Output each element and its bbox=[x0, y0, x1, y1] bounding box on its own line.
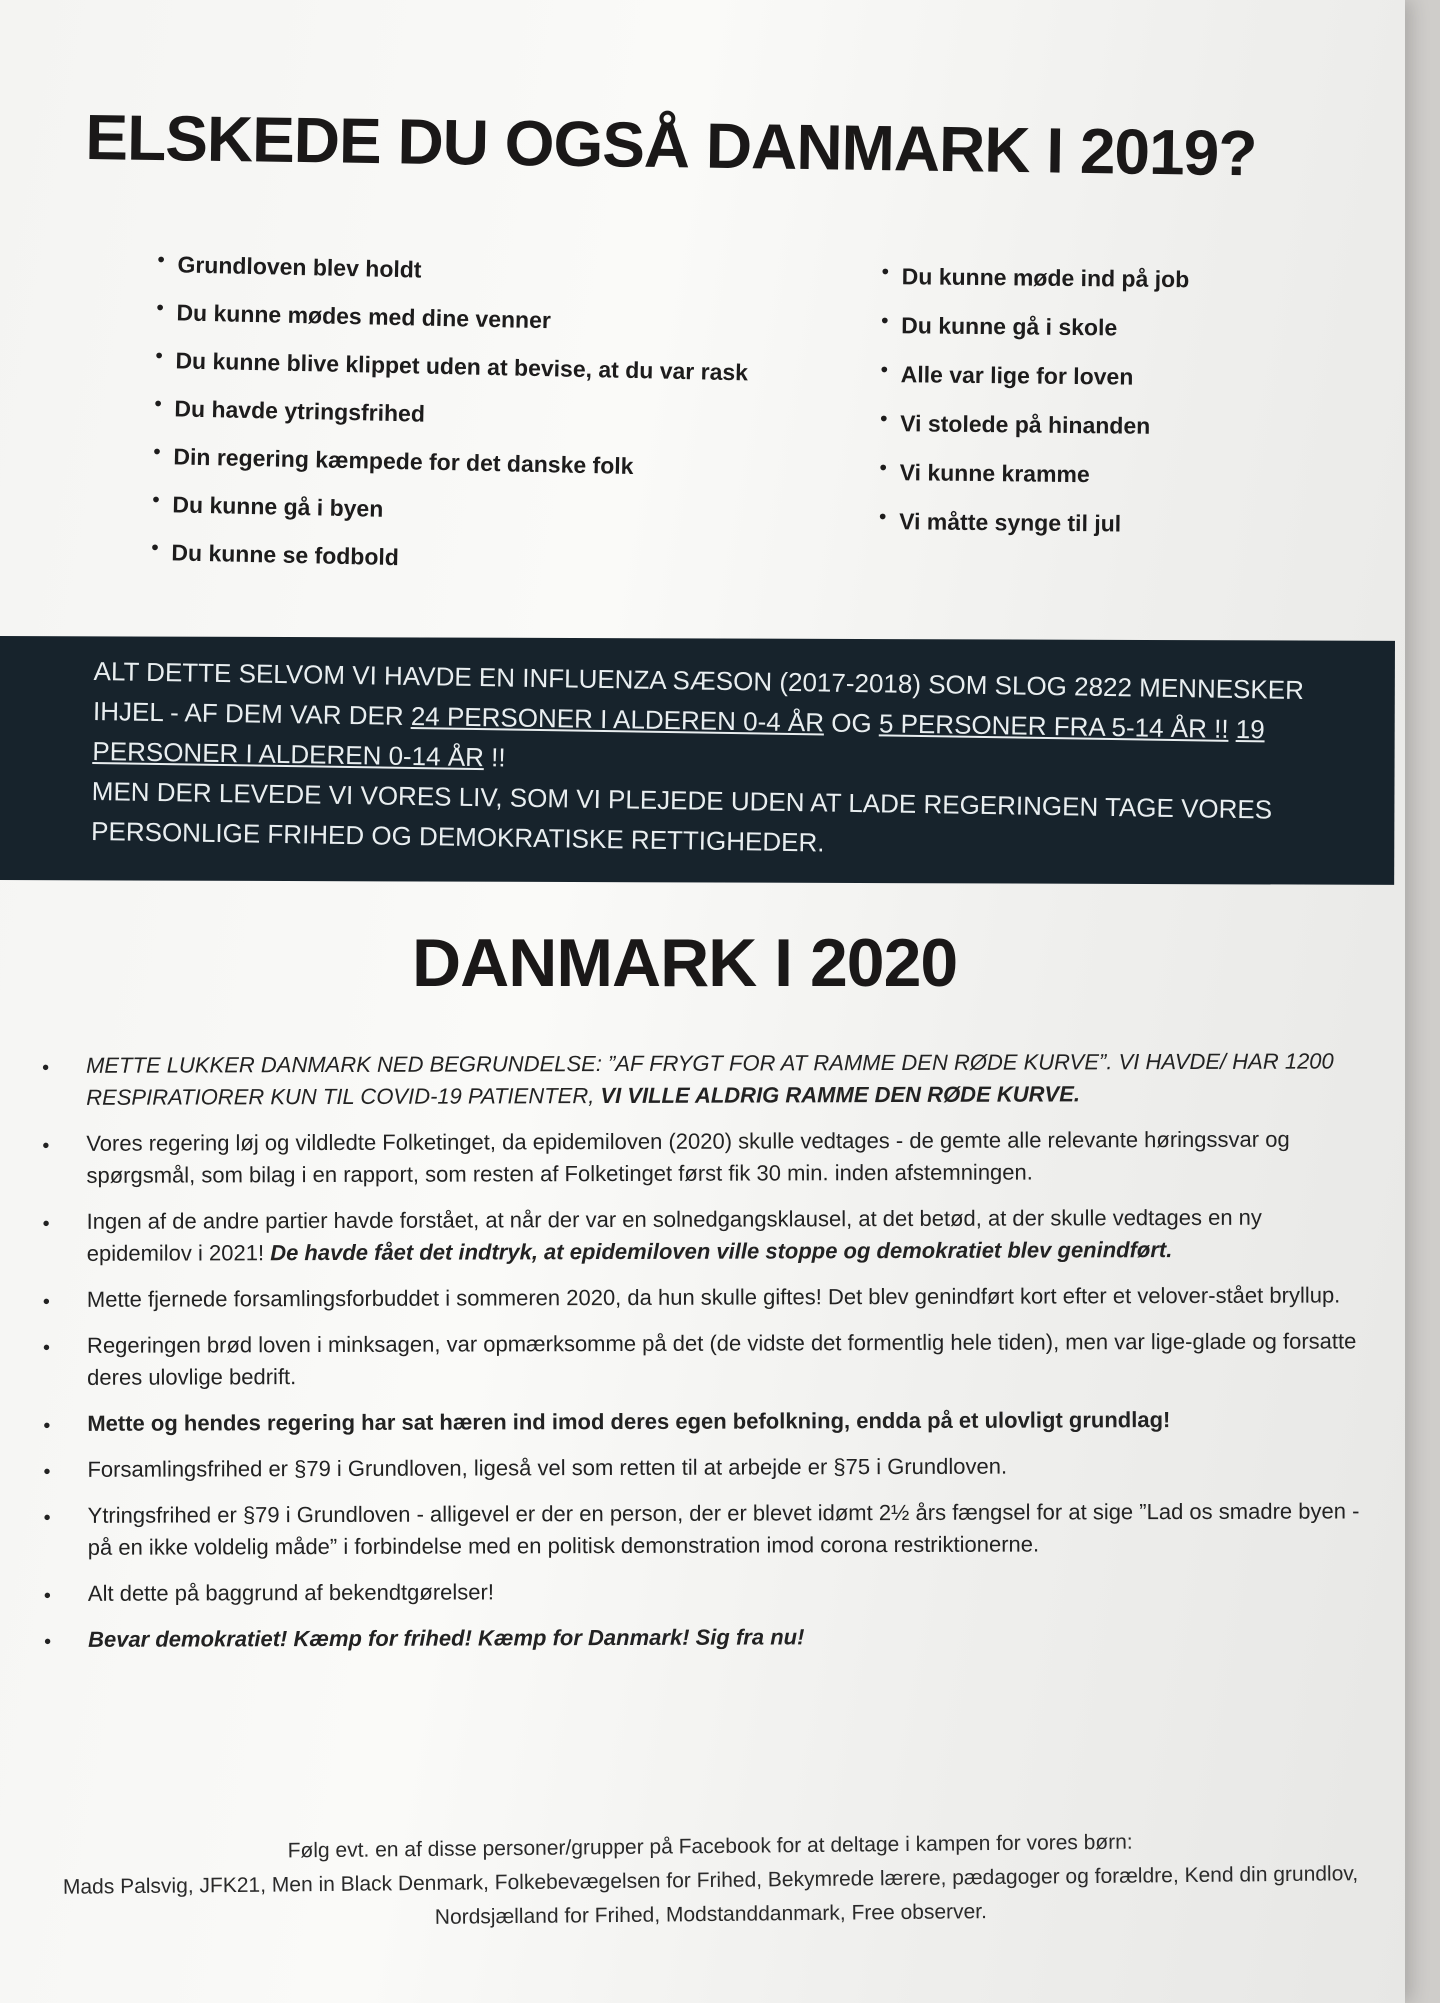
list-item: • Mette fjernede forsamlingsforbuddet i sommeren 2020, da hun skulle giftes! Det blev genindført kort efter et velover-stået bryllup. bbox=[39, 1279, 1369, 1316]
bullet-icon: • bbox=[880, 407, 888, 431]
bullet-icon: • bbox=[42, 1056, 50, 1079]
list-2019-right bbox=[879, 252, 1190, 549]
list-item: • Du havde ytringsfrihed bbox=[154, 384, 748, 444]
bullet-icon: • bbox=[879, 505, 887, 529]
list-item: • Du kunne gå i byen bbox=[152, 480, 746, 540]
footer bbox=[60, 1823, 1361, 1939]
bullet-icon: • bbox=[880, 358, 888, 382]
bullet-icon: • bbox=[42, 1134, 50, 1157]
bullet-icon: • bbox=[153, 440, 161, 464]
bullet-icon: • bbox=[43, 1506, 51, 1529]
footer-intro: Følg evt. en af disse personer/grupper på Facebook for at deltage i kampen for vores børn: bbox=[287, 1830, 1133, 1863]
list-item: • Regeringen brød loven i minksagen, var opmærksomme på det (de vidste det formentlig hele tiden), men var lige-glade og forsatte deres ulovlige bedrift. bbox=[43, 1328, 1357, 1390]
list-item: • Alt dette på baggrund af bekendtgørelser! bbox=[40, 1573, 1370, 1610]
bullet-icon: • bbox=[43, 1584, 51, 1607]
bullet-icon: • bbox=[156, 296, 164, 320]
list-item: • Ytringsfrihed er §79 i Grundloven - alligevel er der en person, der er blevet idømt 2½ års fængsel for at sige ”Lad os smadre byen - på en ikke voldelig måde” i forbindelse med en politisk demonstration imod corona restriktionerne. bbox=[43, 1498, 1360, 1560]
list-item: • Ingen af de andre partier havde forstået, at når der var en solnedgangsklausel, at det betød, at der skulle vedtages en ny epidemilov i 2021! De havde fået det indtryk, at epidemiloven ville stoppe og demokratiet blev genindført. bbox=[42, 1204, 1262, 1266]
list-item: • Mette og hendes regering har sat hæren ind imod deres egen befolkning, endda på et ulovligt grundlag! bbox=[39, 1403, 1369, 1440]
list-item: • Vi kunne kramme bbox=[879, 448, 1187, 500]
list-item: • Du kunne mødes med dine venner bbox=[156, 288, 750, 348]
bullet-icon: • bbox=[42, 1290, 50, 1313]
bullet-icon: • bbox=[43, 1336, 51, 1359]
list-item: • METTE LUKKER DANMARK NED BEGRUNDELSE: ”AF FRYGT FOR AT RAMME DEN RØDE KURVE”. VI HAVDE/ HAR 1200 RESPIRATIORER KUN TIL COVID-19 PATIENTER, VI VILLE ALDRIG RAMME DEN RØDE KURVE. bbox=[42, 1048, 1334, 1110]
bullet-icon: • bbox=[43, 1414, 51, 1437]
list-item: • Forsamlingsfrihed er §79 i Grundloven, ligeså vel som retten til at arbejde er §75 i Grundloven. bbox=[39, 1449, 1369, 1486]
bullet-icon: • bbox=[881, 309, 889, 333]
list-item: • Din regering kæmpede for det danske folk bbox=[153, 432, 747, 492]
bullet-icon: • bbox=[879, 456, 887, 480]
list-item: • Grundloven blev holdt bbox=[157, 240, 751, 300]
list-item: • Vi måtte synge til jul bbox=[879, 497, 1187, 549]
bullet-icon: • bbox=[157, 248, 165, 272]
heading-2020: DANMARK I 2020 bbox=[412, 925, 958, 1001]
list-item: • Du kunne blive klippet uden at bevise, at du var rask bbox=[155, 336, 749, 396]
heading-2019: ELSKEDE DU OGSÅ DANMARK I 2019? bbox=[84, 100, 1257, 190]
bullet-icon: • bbox=[44, 1630, 52, 1653]
list-item: • Vores regering løj og vildledte Folketinget, da epidemiloven (2020) skulle vedtages - de gemte alle relevante høringssvar og spørgsmål, som bilag i en rapport, som resten af Folketinget først fik 30 min. inden afstemningen. bbox=[42, 1126, 1290, 1188]
bullet-icon: • bbox=[151, 536, 159, 560]
list-item: • Du kunne se fodbold bbox=[151, 528, 745, 588]
list-item: • Du kunne gå i skole bbox=[881, 301, 1189, 353]
list-2019-left bbox=[151, 240, 751, 588]
list-item: • Alle var lige for loven bbox=[880, 350, 1188, 402]
list-item: • Vi stolede på hinanden bbox=[880, 399, 1188, 451]
footer-groups: Mads Palsvig, JFK21, Men in Black Denmark, Folkebevægelsen for Frihed, Bekymrede lærere, pædagoger og forældre, Kend din grundlov, Nordsjælland for Frihed, Modstanddanmark, Free observer. bbox=[62, 1862, 1359, 1929]
bullet-icon: • bbox=[155, 344, 163, 368]
list-2020 bbox=[38, 1045, 1370, 1656]
banner-text: ALT DETTE SELVOM VI HAVDE EN INFLUENZA SÆSON (2017-2018) SOM SLOG 2822 MENNESKER IHJEL - AF DEM VAR DER 24 PERSONER I ALDEREN 0-4 ÅR OG 5 PERSONER FRA 5-14 ÅR !! 19 PERSONER I ALDEREN 0-14 ÅR !! MEN DER LEVEDE VI VORES LIV, SOM VI PLEJEDE UDEN AT LADE REGERINGEN TAGE VORES PERSONLIGE FRIHED OG DEMOKRATISKE RETTIGHEDER. bbox=[90, 655, 1305, 858]
bullet-icon: • bbox=[42, 1212, 50, 1235]
bullet-icon: • bbox=[152, 488, 160, 512]
list-item: • Du kunne møde ind på job bbox=[881, 252, 1189, 304]
list-item: • Bevar demokratiet! Kæmp for frihed! Kæmp for Danmark! Sig fra nu! bbox=[40, 1619, 1370, 1656]
bullet-icon: • bbox=[881, 260, 889, 284]
bullet-icon: • bbox=[154, 392, 162, 416]
bullet-icon: • bbox=[43, 1460, 51, 1483]
